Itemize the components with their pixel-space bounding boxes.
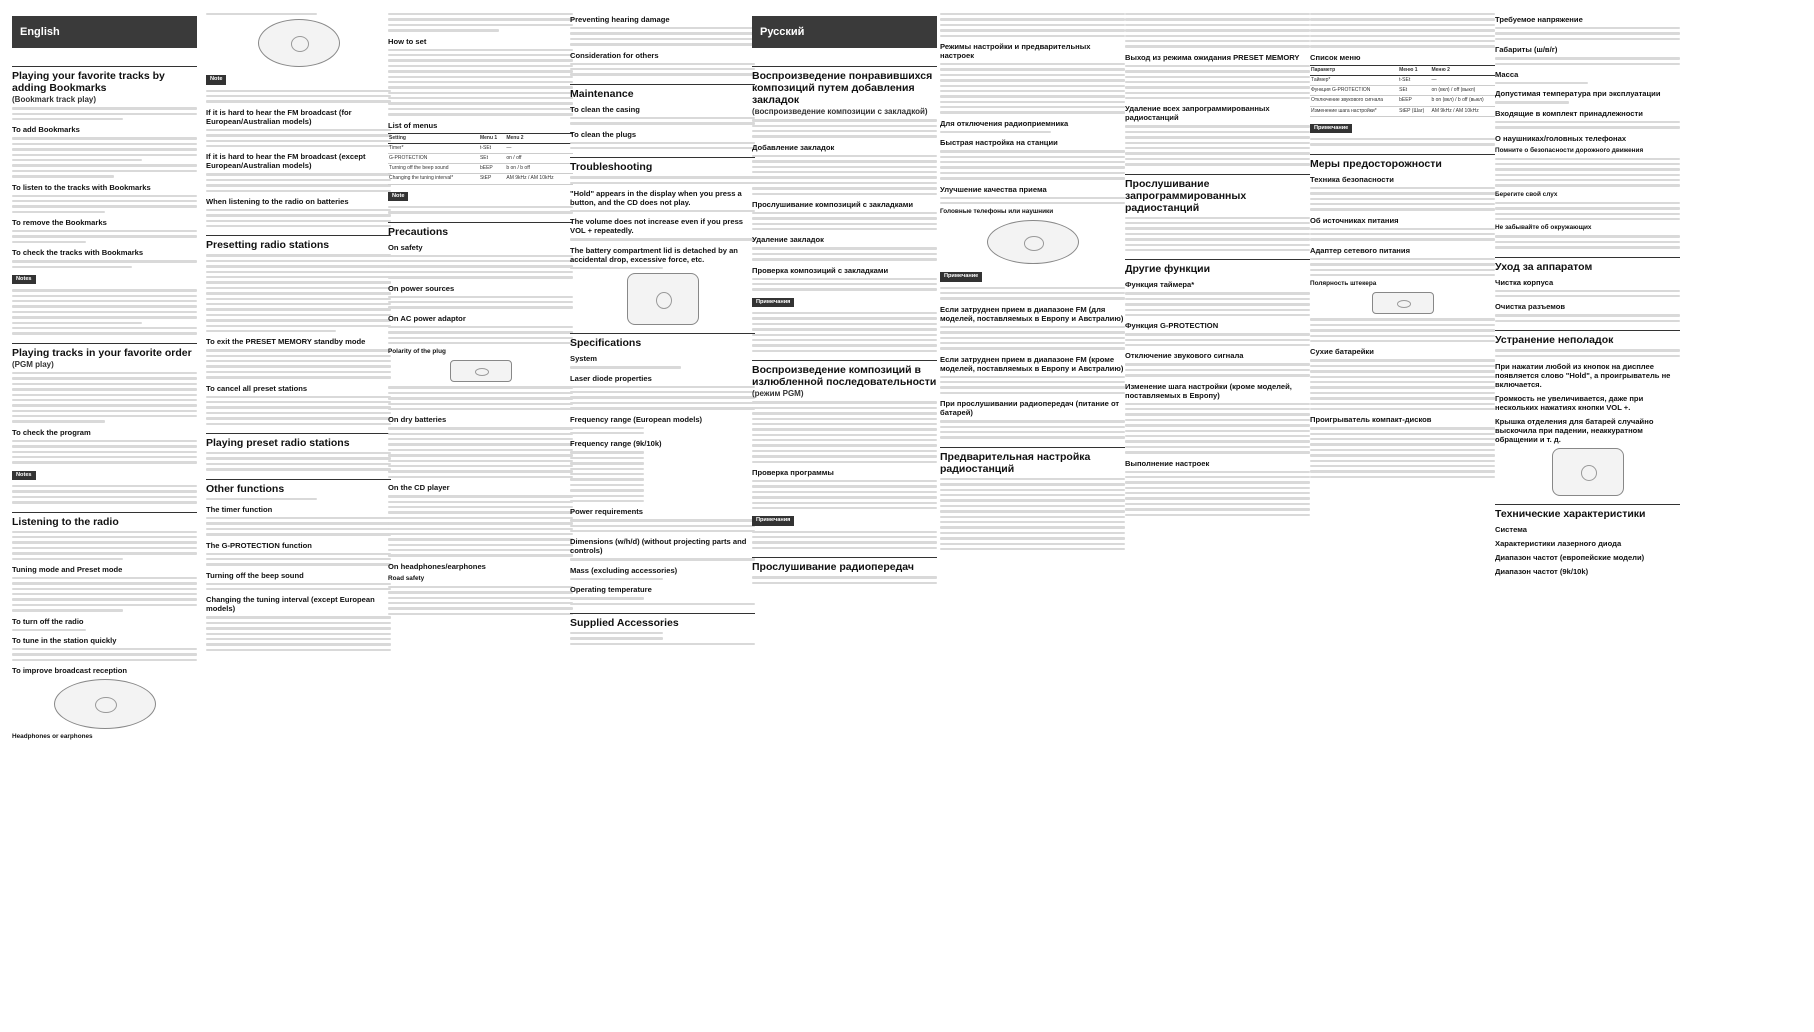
subhead: To remove the Bookmarks: [12, 218, 107, 228]
section-title: Воспроизведение композиций в излюбленной последовательности: [752, 360, 937, 388]
subhead: Очистка разъемов: [1495, 302, 1566, 312]
table-row: Изменение шага настройки* StEP (Шаг) AM 9kHz / AM 10kHz: [1310, 106, 1495, 116]
trouble-item: The battery compartment lid is detached by an accidental drop, excessive force, etc.: [570, 245, 738, 264]
section-title: Supplied Accessories: [570, 613, 755, 629]
notes-label: Notes: [12, 275, 36, 284]
section-title: Playing preset radio stations: [206, 433, 391, 449]
subhead: Не забывайте об окружающих: [1495, 224, 1592, 232]
subhead: Помните о безопасности дорожного движения: [1495, 146, 1644, 154]
trouble-item: При нажатии любой из кнопок на дисплее появляется слово "Hold", а проигрыватель не включается.: [1495, 361, 1671, 389]
section-title: Playing tracks in your favorite order: [12, 343, 197, 359]
battery-lid-figure: [627, 273, 699, 325]
subhead: Быстрая настройка на станции: [940, 138, 1058, 148]
cd-player-figure: [258, 19, 340, 67]
subhead: При прослушивании радиопередач (питание от батарей): [940, 399, 1120, 418]
section-subtitle: (режим PGM): [752, 389, 804, 399]
subhead: Масса: [1495, 69, 1519, 79]
section-title: Precautions: [388, 222, 573, 238]
polarity-label: Полярность штекера: [1310, 280, 1377, 288]
table-row: Функция G-PROTECTION SEt on (вкл) / off (выкл): [1310, 86, 1495, 96]
polarity-label: Polarity of the plug: [388, 348, 446, 356]
subhead: Изменение шага настройки (кроме моделей, поставляемых в Европу): [1125, 381, 1292, 400]
subhead: To cancel all preset stations: [206, 383, 308, 393]
menu-table-ru: Параметр Меню 1 Меню 2 Таймер* t-SEt — Функция G-PROTECTION SEt on (вкл) / off (выкл) Отключение звукового сигнала bEEP b on (вкл) / b off (выкл) Изменение шага настройки* StEP (Шаг) AM 9kHz / AM 10kHz: [1310, 65, 1495, 117]
section-title: Другие функции: [1125, 259, 1310, 275]
subhead: On safety: [388, 242, 423, 252]
subhead: To check the program: [12, 427, 91, 437]
subhead: Техника безопасности: [1310, 174, 1394, 184]
subhead: Выполнение настроек: [1125, 458, 1210, 468]
subhead: On AC power adaptor: [388, 313, 466, 323]
headphones-figure-ru: [987, 220, 1079, 264]
figure-caption: Головные телефоны или наушники: [940, 208, 1054, 216]
language-tab-english: English: [12, 16, 197, 48]
english-column-2: [206, 10, 391, 1025]
note-label: Примечание: [940, 272, 982, 281]
russian-column-2: [940, 10, 1125, 1025]
subhead: Характеристики лазерного диода: [1495, 538, 1622, 548]
section-subtitle: (PGM play): [12, 359, 54, 369]
subhead: Диапазон частот (европейские модели): [1495, 552, 1645, 562]
subhead: Проверка программы: [752, 468, 834, 478]
subhead: The G-PROTECTION function: [206, 540, 312, 550]
figure-caption: Headphones or earphones: [12, 733, 93, 741]
subhead: Road safety: [388, 574, 425, 582]
subhead: On dry batteries: [388, 415, 447, 425]
subhead: On headphones/earphones: [388, 561, 486, 571]
russian-column-4: [1310, 10, 1495, 1025]
subhead: When listening to the radio on batteries: [206, 196, 349, 206]
section-title: Other functions: [206, 479, 391, 495]
subhead: Проверка композиций с закладками: [752, 265, 889, 275]
trouble-item: Громкость не увеличивается, даже при нескольких нажатиях кнопки VOL +.: [1495, 393, 1644, 412]
headphones-figure: [54, 679, 156, 729]
subhead: Допустимая температура при эксплуатации: [1495, 89, 1661, 99]
subhead: To tune in the station quickly: [12, 636, 117, 646]
note-label: Note: [206, 75, 226, 84]
subhead: Проигрыватель компакт-дисков: [1310, 415, 1432, 425]
subhead: Preventing hearing damage: [570, 15, 670, 24]
subhead: To clean the casing: [570, 104, 640, 114]
subhead: How to set: [388, 36, 427, 46]
battery-lid-figure-ru: [1552, 448, 1624, 496]
subhead: Dimensions (w/h/d) (without projecting parts and controls): [570, 537, 747, 556]
subhead: On the CD player: [388, 483, 450, 493]
subhead: Функция G-PROTECTION: [1125, 321, 1219, 331]
subhead: Входящие в комплект принадлежности: [1495, 108, 1643, 118]
subhead: Об источниках питания: [1310, 215, 1399, 225]
subhead: Mass (excluding accessories): [570, 565, 678, 575]
trouble-item: The volume does not increase even if you press VOL + repeatedly.: [570, 217, 744, 236]
subhead: Если затруднен прием в диапазоне FM (кроме моделей, поставляемых в Европу и Австралию): [940, 354, 1124, 373]
notes-label: Примечания: [752, 298, 794, 307]
subhead: Frequency range (9k/10k): [570, 439, 662, 449]
subhead: To turn off the radio: [12, 616, 84, 626]
subhead: Power requirements: [570, 507, 644, 517]
subhead: Прослушивание композиций с закладками: [752, 199, 914, 209]
russian-column-5: [1495, 10, 1680, 1025]
subhead: Улучшение качества приема: [940, 184, 1047, 194]
section-title: Уход за аппаратом: [1495, 257, 1680, 273]
subhead: Выход из режима ожидания PRESET MEMORY: [1125, 52, 1300, 62]
section-title: Listening to the radio: [12, 512, 197, 528]
subhead: Добавление закладок: [752, 142, 835, 152]
subhead: Чистка корпуса: [1495, 277, 1554, 287]
subhead: Диапазон частот (9k/10k): [1495, 566, 1589, 576]
section-title: Устранение неполадок: [1495, 330, 1680, 346]
subhead: To check the tracks with Bookmarks: [12, 248, 144, 258]
notes-label: Примечания: [752, 516, 794, 525]
subhead: On power sources: [388, 283, 455, 293]
table-row: Changing the tuning interval* StEP AM 9kHz / AM 10kHz: [388, 174, 573, 184]
section-title: Presetting radio stations: [206, 235, 391, 251]
section-title: Прослушивание радиопередач: [752, 557, 937, 573]
subhead: To clean the plugs: [570, 129, 637, 139]
subhead: System: [570, 354, 598, 364]
subhead: Если затруднен прием в диапазоне FM (для моделей, поставляемых в Европу и Австралию): [940, 304, 1124, 323]
plug-polarity-figure-ru: [1372, 292, 1434, 314]
section-title: Troubleshooting: [570, 157, 755, 173]
notes-label: Notes: [12, 471, 36, 480]
plug-polarity-figure: [450, 360, 512, 382]
language-tab-russian: Русский: [752, 16, 937, 48]
subhead: Берегите свой слух: [1495, 190, 1558, 198]
subhead: The timer function: [206, 504, 273, 514]
section-subtitle: (воспроизведение композиции с закладкой): [752, 107, 928, 116]
menu-table-en: Setting Menu 1 Menu 2 Timer* t-SEt — G-PROTECTION SEt on / off Turning off the beep sound bEEP b on / b off Changing the tuning interval* StEP AM 9kHz / AM 10kHz: [388, 133, 573, 185]
section-title: Технические характеристики: [1495, 504, 1680, 520]
subhead: О наушниках/головных телефонах: [1495, 133, 1627, 143]
english-column-1: [12, 10, 197, 1025]
subhead: List of menus: [388, 120, 438, 130]
subhead: Габариты (ш/в/г): [1495, 45, 1558, 55]
subhead: Frequency range (European models): [570, 414, 703, 424]
note-label: Примечание: [1310, 124, 1352, 133]
section-title: Playing your favorite tracks by adding Bookmarks: [12, 66, 197, 94]
subhead: Список меню: [1310, 52, 1361, 62]
table-row: Timer* t-SEt —: [388, 143, 573, 153]
subhead: Changing the tuning interval (except European models): [206, 595, 375, 614]
section-subtitle: (Bookmark track play): [12, 95, 97, 104]
subhead: Сухие батарейки: [1310, 347, 1374, 357]
russian-column-3: [1125, 10, 1310, 1025]
trouble-item: Крышка отделения для батарей случайно выскочила при падении, неаккуратном обращении и т. д.: [1495, 416, 1654, 444]
note-label: Note: [388, 192, 408, 201]
russian-column-1: [752, 10, 937, 1025]
subhead: Operating temperature: [570, 585, 652, 595]
subhead: Удаление всех запрограммированных радиостанций: [1125, 104, 1270, 123]
subhead: Адаптер сетевого питания: [1310, 245, 1410, 255]
subhead: To exit the PRESET MEMORY standby mode: [206, 337, 366, 347]
subhead: Удаление закладок: [752, 235, 824, 245]
trouble-item: "Hold" appears in the display when you press a button, and the CD does not play.: [570, 189, 742, 208]
subhead: Consideration for others: [570, 50, 659, 60]
subhead: Laser diode properties: [570, 373, 652, 383]
english-column-3: [388, 10, 573, 1025]
subhead: Tuning mode and Preset mode: [12, 564, 123, 574]
subhead: If it is hard to hear the FM broadcast (for European/Australian models): [206, 107, 352, 126]
table-row: Таймер* t-SEt —: [1310, 75, 1495, 85]
subhead: Turning off the beep sound: [206, 570, 304, 580]
subhead: To add Bookmarks: [12, 125, 80, 135]
table-row: Turning off the beep sound bEEP b on / b off: [388, 164, 573, 174]
subhead: To improve broadcast reception: [12, 666, 128, 676]
subhead: Отключение звукового сигнала: [1125, 351, 1244, 361]
subhead: Функция таймера*: [1125, 280, 1195, 290]
english-column-4: [570, 10, 755, 1025]
section-title: Предварительная настройка радиостанций: [940, 447, 1125, 475]
subhead: If it is hard to hear the FM broadcast (except European/Australian models): [206, 152, 366, 171]
section-title: Прослушивание запрограммированных радиостанций: [1125, 174, 1310, 214]
section-title: Меры предосторожности: [1310, 154, 1495, 170]
subhead: Система: [1495, 524, 1527, 534]
table-row: Отключение звукового сигнала bEEP b on (вкл) / b off (выкл): [1310, 96, 1495, 106]
section-title: Specifications: [570, 333, 755, 349]
subhead: Режимы настройки и предварительных настроек: [940, 41, 1091, 60]
subhead: Для отключения радиоприемника: [940, 118, 1069, 128]
table-row: G-PROTECTION SEt on / off: [388, 154, 573, 164]
section-title: Воспроизведение понравившихся композиций путем добавления закладок: [752, 66, 937, 106]
section-title: Maintenance: [570, 84, 755, 100]
subhead: Требуемое напряжение: [1495, 15, 1583, 24]
subhead: To listen to the tracks with Bookmarks: [12, 182, 151, 192]
